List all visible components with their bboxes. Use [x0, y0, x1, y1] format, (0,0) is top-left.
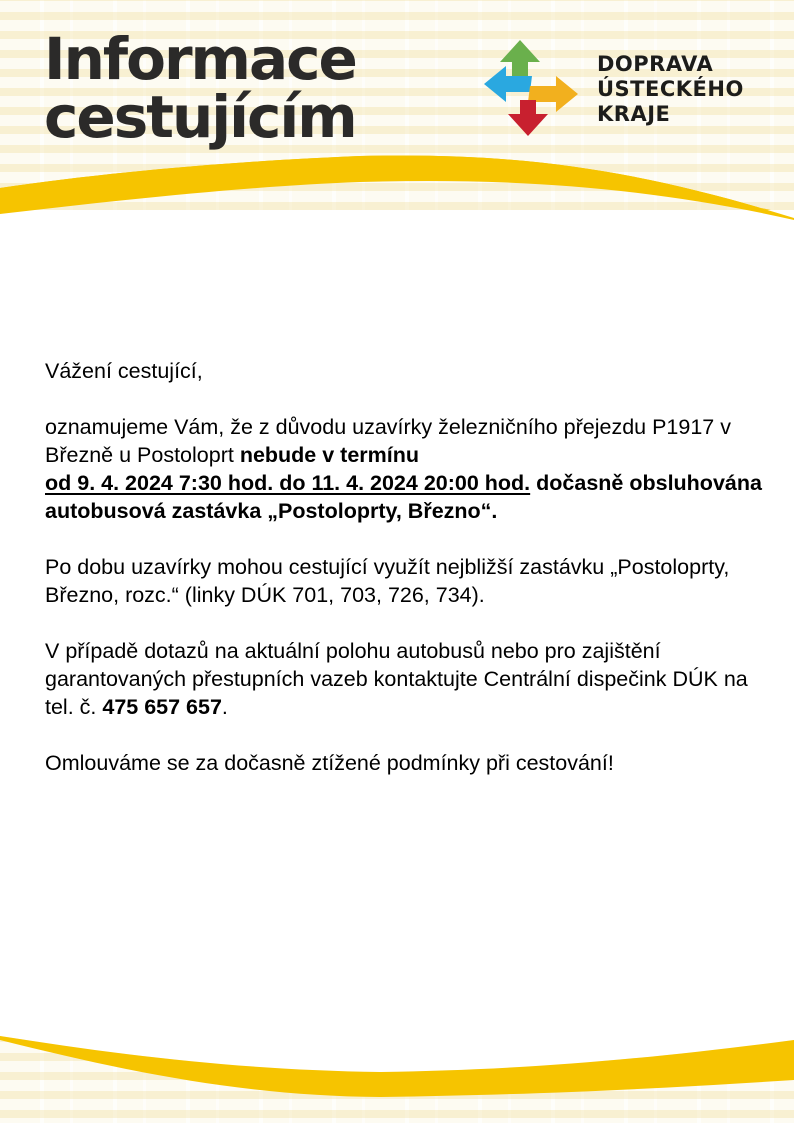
yellow-wave-bottom: [0, 1000, 794, 1123]
closure-paragraph: oznamujeme Vám, že z důvodu uzavírky železničního přejezdu P1917 v Březně u Postoloprt nebude v termínu od 9. 4. 2024 7:30 hod. do 11. 4. 2024 20:00 hod. dočasně obsluhována autobusová zastávka „Postoloprty, Březno“.: [45, 415, 762, 523]
title-line-2: cestujícím: [44, 83, 356, 151]
greeting: Vážení cestující,: [45, 359, 203, 383]
yellow-wave-top: [0, 140, 794, 270]
duk-logo: [482, 38, 782, 138]
contact-paragraph: V případě dotazů na aktuální polohu autobusů nebo pro zajištění garantovaných přestupních vazeb kontaktujte Centrální dispečink DÚK na tel. č. 475 657 657.: [45, 639, 748, 719]
notice-body: [45, 357, 765, 805]
alternative-stop-paragraph: Po dobu uzavírky mohou cestující využít nejbližší zastávku „Postoloprty, Březno, rozc.“ (linky DÚK 701, 703, 726, 734).: [45, 555, 730, 607]
logo-text: DOPRAVA ÚSTECKÉHO KRAJE: [597, 52, 744, 126]
dispatch-phone: 475 657 657: [102, 695, 222, 719]
closure-dates: od 9. 4. 2024 7:30 hod. do 11. 4. 2024 20:00 hod.: [45, 471, 531, 495]
page-title: [44, 25, 356, 151]
apology: Omlouváme se za dočasně ztížené podmínky při cestování!: [45, 751, 614, 775]
title-line-1: Informace: [44, 25, 356, 93]
four-arrows-icon: [482, 38, 582, 138]
